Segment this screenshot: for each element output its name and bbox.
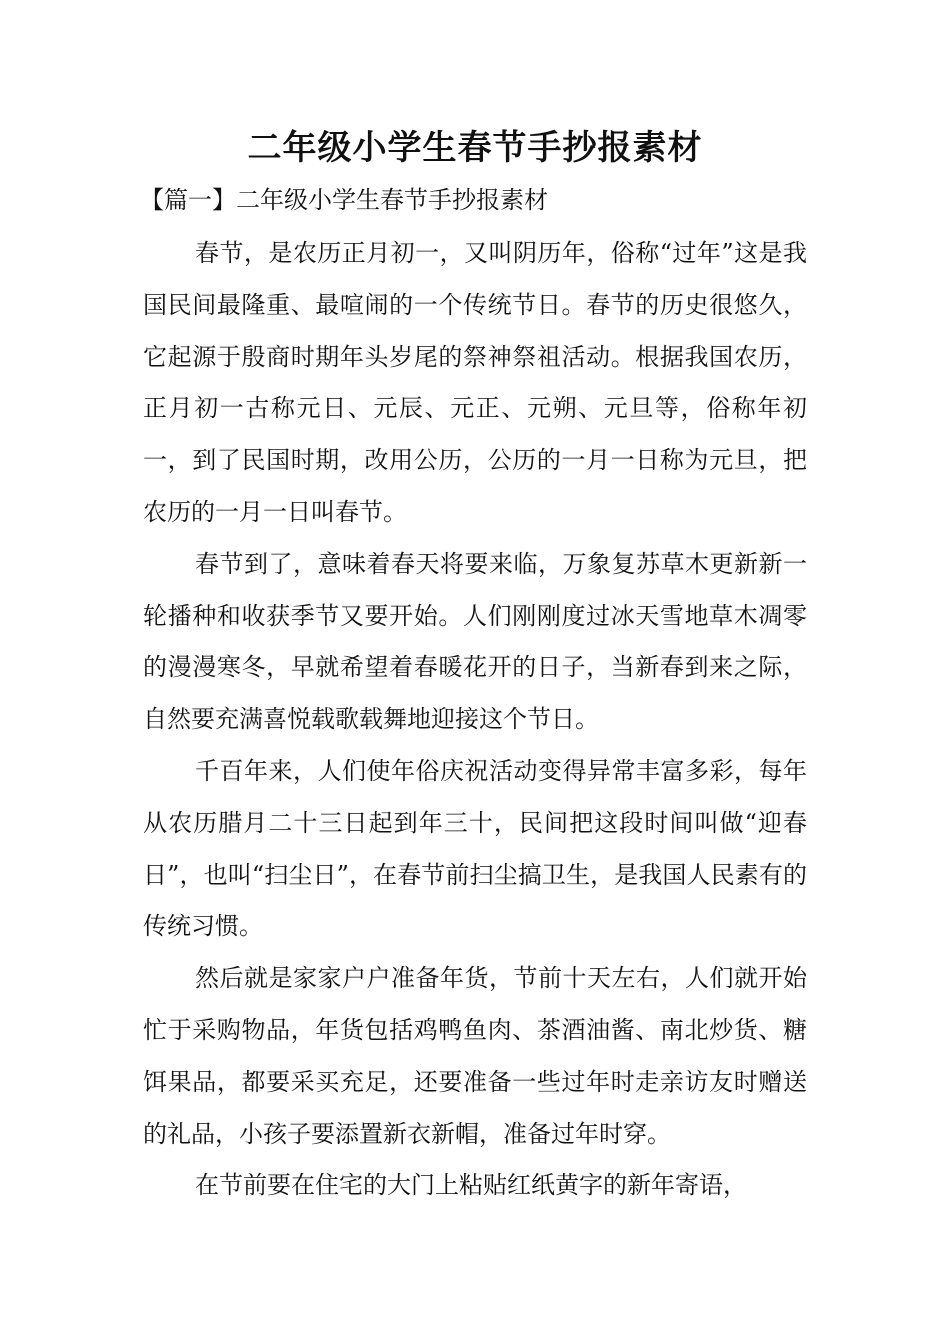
paragraph-2: 春节到了，意味着春天将要来临，万象复苏草木更新新一轮播种和收获季节又要开始。人们刚刚度过冰天雪地草木凋零的漫漫寒冬，早就希望着春暖花开的日子，当新春到来之际，自然要充满喜悦载歌载舞地迎接这个节日。 <box>143 549 807 734</box>
document-body <box>143 228 807 1212</box>
paragraph-1: 春节，是农历正月初一，又叫阴历年，俗称“过年”这是我国民间最隆重、最喧闹的一个传统节日。春节的历史很悠久，它起源于殷商时期年头岁尾的祭神祭祖活动。根据我国农历，正月初一古称元日、元辰、元正、元朔、元旦等，俗称年初一，到了民国时期，改用公历，公历的一月一日称为元旦，把农历的一月一日叫春节。 <box>143 239 807 526</box>
paragraph-3: 千百年来，人们使年俗庆祝活动变得异常丰富多彩，每年从农历腊月二十三日起到年三十，民间把这段时间叫做“迎春日”，也叫“扫尘日”，在春节前扫尘搞卫生，是我国人民素有的传统习惯。 <box>143 756 807 941</box>
paragraph-5: 在节前要在住宅的大门上粘贴红纸黄字的新年寄语， <box>195 1171 747 1200</box>
paragraph-4: 然后就是家家户户准备年货，节前十天左右，人们就开始忙于采购物品，年货包括鸡鸭鱼肉、茶酒油酱、南北炒货、糖饵果品，都要采买充足，还要准备一些过年时走亲访友时赠送的礼品，小孩子要添置新衣新帽，准备过年时穿。 <box>143 964 807 1148</box>
document-title: 二年级小学生春节手抄报素材 <box>247 128 703 168</box>
section-heading: 【篇一】二年级小学生春节手抄报素材 <box>140 186 548 214</box>
